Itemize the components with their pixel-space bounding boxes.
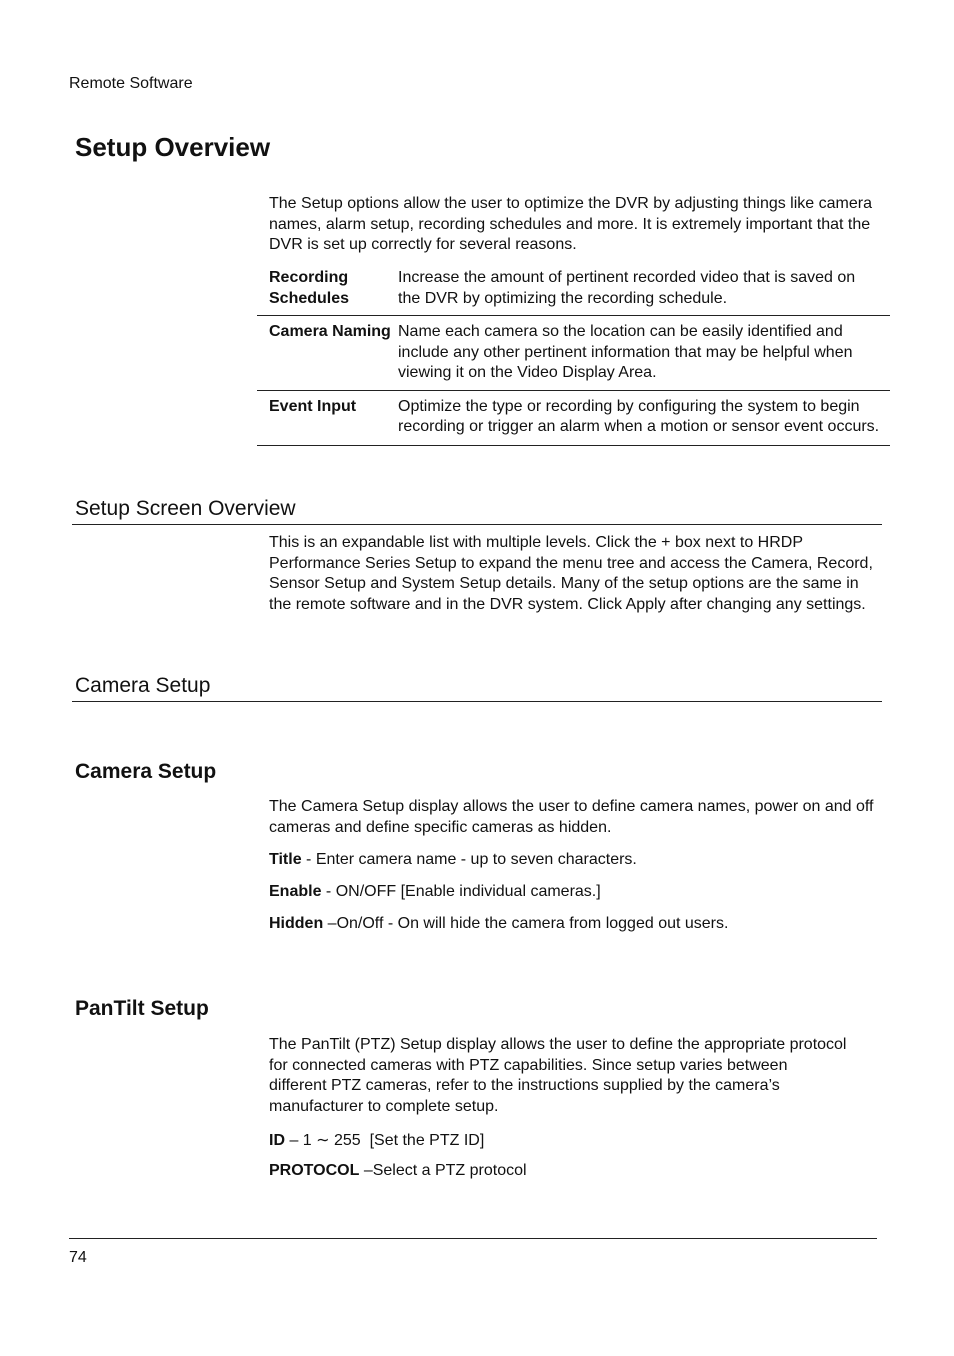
table-row: [257, 390, 890, 445]
footer-divider: [69, 1238, 877, 1239]
item-label: Enable: [269, 883, 322, 900]
item-label: PROTOCOL: [269, 1162, 360, 1179]
item-text: –On/Off - On will hide the camera from logged out users.: [323, 915, 729, 932]
ptz-item-id: [269, 1130, 484, 1150]
item-text: - Enter camera name - up to seven characters.: [301, 851, 637, 868]
item-text: - ON/OFF [Enable individual cameras.]: [321, 883, 601, 900]
table-row: [257, 316, 890, 391]
table-row: [257, 266, 890, 316]
item-text: –Select a PTZ protocol: [359, 1162, 527, 1179]
running-header: Remote Software: [69, 75, 193, 92]
camera-item-title: [269, 851, 637, 869]
ptz-item-protocol: [269, 1162, 527, 1180]
camera-item-hidden: [269, 915, 728, 933]
item-label: Hidden: [269, 915, 324, 932]
feature-term: Recording Schedules: [269, 269, 350, 307]
setup-screen-paragraph: This is an expandable list with multiple levels. Click the + box next to HRDP Performance Series Setup to expand the menu tree and access the Camera, Record, Sensor Setup and System Setup details. Many of the setup options are the same in the remote software and in the DVR system. Click Apply after changing any settings.: [269, 534, 873, 613]
camera-item-enable: [269, 883, 601, 901]
section-heading-setup-screen-overview: Setup Screen Overview: [72, 497, 882, 525]
feature-description: Increase the amount of pertinent recorded video that is saved on the DVR by optimizing the recording schedule.: [398, 269, 856, 307]
subheading-camera-setup: Camera Setup: [75, 760, 217, 783]
pantilt-setup-paragraph: The PanTilt (PTZ) Setup display allows the user to define the appropriate protocol for connected cameras with PTZ capabilities. Since setup varies between different PTZ cameras, refer to the instructions supplied by the camera’s manufacturer to complete setup.: [269, 1036, 847, 1115]
item-label: ID: [269, 1132, 285, 1149]
feature-table: [257, 266, 890, 446]
intro-paragraph: The Setup options allow the user to optimize the DVR by adjusting things like camera names, alarm setup, recording schedules and more. It is extremely important that the DVR is set up correctly for several reasons.: [269, 195, 872, 253]
page-number: 74: [69, 1249, 87, 1266]
camera-setup-paragraph: The Camera Setup display allows the user to define camera names, power on and off cameras and define specific cameras as hidden.: [269, 798, 874, 836]
page-title: Setup Overview: [75, 132, 271, 162]
section-heading-camera-setup: Camera Setup: [72, 674, 882, 702]
item-text: – 1 ∼ 255 [Set the PTZ ID]: [285, 1132, 485, 1149]
item-label: Title: [269, 851, 302, 868]
feature-term: Camera Naming: [269, 323, 391, 340]
feature-term: Event Input: [269, 397, 357, 415]
feature-description: Name each camera so the location can be easily identified and include any other pertinent information that may be helpful when viewing it on the Video Display Area.: [398, 323, 853, 381]
feature-description: Optimize the type or recording by configuring the system to begin recording or trigger an alarm when a motion or sensor event occurs.: [398, 397, 880, 435]
subheading-pantilt-setup: PanTilt Setup: [75, 997, 209, 1020]
